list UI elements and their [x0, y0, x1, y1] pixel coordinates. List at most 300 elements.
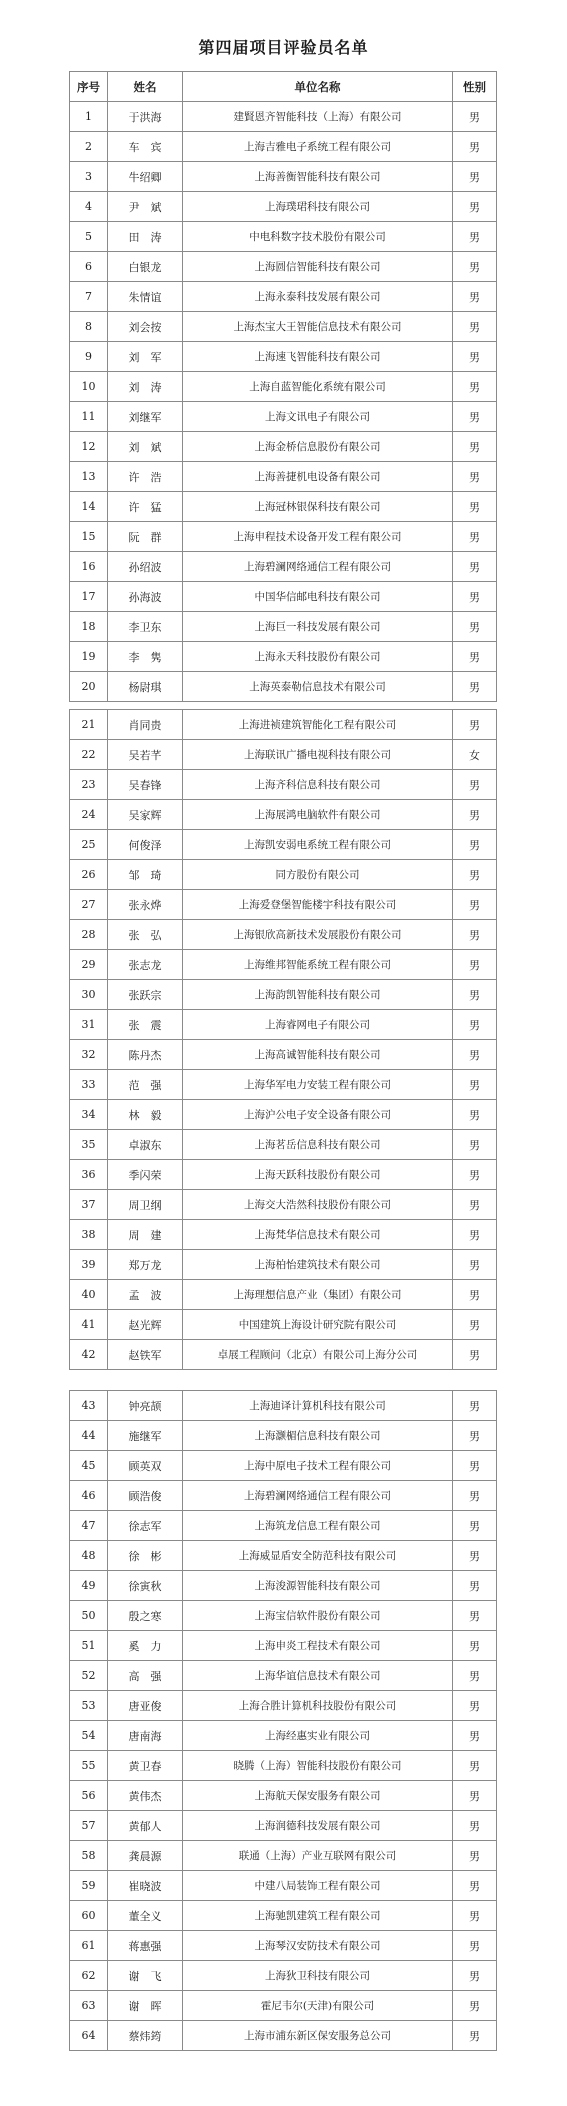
cell-no: 13 [70, 462, 108, 492]
cell-name: 周卫纲 [108, 1190, 183, 1220]
roster-table-3 [69, 1390, 497, 2051]
table-row [70, 642, 497, 672]
cell-no: 14 [70, 492, 108, 522]
cell-sex: 男 [453, 860, 497, 890]
cell-name: 殷之寒 [108, 1601, 183, 1631]
table-row [70, 770, 497, 800]
cell-name: 陈丹杰 [108, 1040, 183, 1070]
cell-name: 刘继军 [108, 402, 183, 432]
cell-no: 17 [70, 582, 108, 612]
table-row [70, 462, 497, 492]
cell-sex: 男 [453, 372, 497, 402]
cell-sex: 男 [453, 1391, 497, 1421]
cell-no: 22 [70, 740, 108, 770]
cell-org: 霍尼韦尔(天津)有限公司 [183, 1991, 453, 2021]
cell-no: 28 [70, 920, 108, 950]
cell-org: 上海狄卫科技有限公司 [183, 1961, 453, 1991]
cell-sex: 男 [453, 192, 497, 222]
cell-no: 2 [70, 132, 108, 162]
table-row [70, 890, 497, 920]
cell-org: 上海柏怡建筑技术有限公司 [183, 1250, 453, 1280]
cell-sex: 男 [453, 1871, 497, 1901]
cell-sex: 男 [453, 1961, 497, 1991]
table-row [70, 672, 497, 702]
cell-no: 57 [70, 1811, 108, 1841]
cell-name: 奚 力 [108, 1631, 183, 1661]
cell-no: 51 [70, 1631, 108, 1661]
cell-no: 48 [70, 1541, 108, 1571]
table-header-row [70, 72, 497, 102]
table-row [70, 950, 497, 980]
cell-sex: 男 [453, 1220, 497, 1250]
cell-no: 33 [70, 1070, 108, 1100]
cell-sex: 男 [453, 162, 497, 192]
roster-table-section-1 [69, 71, 496, 702]
cell-name: 郑万龙 [108, 1250, 183, 1280]
cell-sex: 男 [453, 920, 497, 950]
cell-org: 上海中原电子技术工程有限公司 [183, 1451, 453, 1481]
cell-no: 5 [70, 222, 108, 252]
cell-name: 田 涛 [108, 222, 183, 252]
cell-name: 车 宾 [108, 132, 183, 162]
cell-sex: 男 [453, 432, 497, 462]
cell-sex: 男 [453, 800, 497, 830]
cell-name: 顾浩俊 [108, 1481, 183, 1511]
table-row [70, 1040, 497, 1070]
table-row [70, 1601, 497, 1631]
cell-sex: 女 [453, 740, 497, 770]
cell-sex: 男 [453, 582, 497, 612]
cell-sex: 男 [453, 1901, 497, 1931]
table-row [70, 1871, 497, 1901]
cell-org: 晓腾（上海）智能科技股份有限公司 [183, 1751, 453, 1781]
cell-org: 上海善衡智能科技有限公司 [183, 162, 453, 192]
cell-sex: 男 [453, 612, 497, 642]
cell-sex: 男 [453, 462, 497, 492]
cell-sex: 男 [453, 1631, 497, 1661]
cell-no: 19 [70, 642, 108, 672]
cell-org: 上海睿网电子有限公司 [183, 1010, 453, 1040]
cell-name: 刘 斌 [108, 432, 183, 462]
cell-no: 7 [70, 282, 108, 312]
cell-sex: 男 [453, 980, 497, 1010]
cell-no: 12 [70, 432, 108, 462]
cell-name: 赵光辉 [108, 1310, 183, 1340]
cell-org: 上海驰凯建筑工程有限公司 [183, 1901, 453, 1931]
cell-name: 高 强 [108, 1661, 183, 1691]
cell-sex: 男 [453, 1571, 497, 1601]
cell-sex: 男 [453, 522, 497, 552]
cell-name: 黄郁人 [108, 1811, 183, 1841]
cell-name: 龚晨源 [108, 1841, 183, 1871]
cell-org: 上海巨一科技发展有限公司 [183, 612, 453, 642]
cell-name: 崔晓波 [108, 1871, 183, 1901]
table-row [70, 1100, 497, 1130]
cell-name: 于洪海 [108, 102, 183, 132]
cell-org: 中国华信邮电科技有限公司 [183, 582, 453, 612]
table-row [70, 102, 497, 132]
table-row [70, 252, 497, 282]
cell-org: 上海永天科技股份有限公司 [183, 642, 453, 672]
cell-org: 上海圆信智能科技有限公司 [183, 252, 453, 282]
cell-name: 张跃宗 [108, 980, 183, 1010]
cell-no: 6 [70, 252, 108, 282]
table-row [70, 132, 497, 162]
cell-sex: 男 [453, 102, 497, 132]
table-row [70, 1721, 497, 1751]
cell-sex: 男 [453, 1931, 497, 1961]
cell-no: 30 [70, 980, 108, 1010]
cell-org: 上海沪公电子安全设备有限公司 [183, 1100, 453, 1130]
header-no: 序号 [70, 72, 108, 102]
cell-no: 50 [70, 1601, 108, 1631]
cell-name: 李卫东 [108, 612, 183, 642]
table-row [70, 710, 497, 740]
header-sex: 性别 [453, 72, 497, 102]
table-row [70, 1250, 497, 1280]
cell-name: 吴若芊 [108, 740, 183, 770]
cell-sex: 男 [453, 1991, 497, 2021]
cell-name: 季闪荣 [108, 1160, 183, 1190]
cell-sex: 男 [453, 1190, 497, 1220]
cell-org: 上海市浦东新区保安服务总公司 [183, 2021, 453, 2051]
cell-name: 范 强 [108, 1070, 183, 1100]
cell-org: 上海文讯电子有限公司 [183, 402, 453, 432]
cell-org: 卓展工程顾问（北京）有限公司上海分公司 [183, 1340, 453, 1370]
cell-sex: 男 [453, 1841, 497, 1871]
cell-org: 上海宝信软件股份有限公司 [183, 1601, 453, 1631]
cell-name: 孙绍波 [108, 552, 183, 582]
cell-no: 60 [70, 1901, 108, 1931]
cell-name: 朱情谊 [108, 282, 183, 312]
table-row [70, 312, 497, 342]
cell-sex: 男 [453, 222, 497, 252]
cell-org: 上海英泰勒信息技术有限公司 [183, 672, 453, 702]
cell-sex: 男 [453, 1310, 497, 1340]
cell-org: 上海琴汉安防技术有限公司 [183, 1931, 453, 1961]
roster-table-2 [69, 709, 497, 1370]
cell-no: 42 [70, 1340, 108, 1370]
cell-org: 建賢恩齐智能科技（上海）有限公司 [183, 102, 453, 132]
cell-no: 32 [70, 1040, 108, 1070]
cell-sex: 男 [453, 402, 497, 432]
cell-sex: 男 [453, 1250, 497, 1280]
cell-name: 吴春锋 [108, 770, 183, 800]
cell-name: 徐志军 [108, 1511, 183, 1541]
cell-name: 张永烨 [108, 890, 183, 920]
cell-no: 9 [70, 342, 108, 372]
table-row [70, 920, 497, 950]
cell-no: 24 [70, 800, 108, 830]
cell-no: 31 [70, 1010, 108, 1040]
cell-sex: 男 [453, 672, 497, 702]
cell-name: 谢 晖 [108, 1991, 183, 2021]
roster-table-section-2 [69, 709, 496, 1370]
cell-name: 李 隽 [108, 642, 183, 672]
cell-sex: 男 [453, 552, 497, 582]
cell-sex: 男 [453, 1781, 497, 1811]
cell-org: 上海浚源智能科技有限公司 [183, 1571, 453, 1601]
cell-no: 21 [70, 710, 108, 740]
cell-org: 上海理想信息产业（集团）有限公司 [183, 1280, 453, 1310]
cell-sex: 男 [453, 1280, 497, 1310]
cell-no: 10 [70, 372, 108, 402]
cell-sex: 男 [453, 642, 497, 672]
cell-org: 上海银欣高新技术发展股份有限公司 [183, 920, 453, 950]
cell-sex: 男 [453, 1751, 497, 1781]
cell-name: 施继军 [108, 1421, 183, 1451]
cell-sex: 男 [453, 1040, 497, 1070]
cell-sex: 男 [453, 132, 497, 162]
table-row [70, 1010, 497, 1040]
table-row [70, 1901, 497, 1931]
cell-org: 上海维邦智能系统工程有限公司 [183, 950, 453, 980]
cell-org: 上海凯安弱电系统工程有限公司 [183, 830, 453, 860]
cell-name: 刘 涛 [108, 372, 183, 402]
cell-no: 26 [70, 860, 108, 890]
table-row [70, 612, 497, 642]
cell-org: 上海联讯广播电视科技有限公司 [183, 740, 453, 770]
table-row [70, 372, 497, 402]
cell-no: 27 [70, 890, 108, 920]
table-row [70, 1070, 497, 1100]
cell-sex: 男 [453, 282, 497, 312]
cell-no: 39 [70, 1250, 108, 1280]
cell-sex: 男 [453, 1691, 497, 1721]
table-row [70, 1751, 497, 1781]
cell-name: 唐南海 [108, 1721, 183, 1751]
cell-no: 59 [70, 1871, 108, 1901]
cell-sex: 男 [453, 770, 497, 800]
cell-org: 上海碧澜网络通信工程有限公司 [183, 1481, 453, 1511]
table-row [70, 830, 497, 860]
table-row [70, 740, 497, 770]
table-row [70, 1841, 497, 1871]
table-row [70, 860, 497, 890]
cell-no: 23 [70, 770, 108, 800]
cell-no: 34 [70, 1100, 108, 1130]
cell-name: 蔡炜筠 [108, 2021, 183, 2051]
cell-org: 上海高诚智能科技有限公司 [183, 1040, 453, 1070]
cell-name: 谢 飞 [108, 1961, 183, 1991]
cell-org: 上海威显盾安全防范科技有限公司 [183, 1541, 453, 1571]
cell-sex: 男 [453, 1811, 497, 1841]
table-row [70, 980, 497, 1010]
cell-no: 41 [70, 1310, 108, 1340]
table-row [70, 1661, 497, 1691]
cell-org: 上海经惠实业有限公司 [183, 1721, 453, 1751]
table-row [70, 582, 497, 612]
cell-name: 许 猛 [108, 492, 183, 522]
cell-name: 张 震 [108, 1010, 183, 1040]
cell-no: 45 [70, 1451, 108, 1481]
cell-name: 孙海波 [108, 582, 183, 612]
cell-org: 上海迪译计算机科技有限公司 [183, 1391, 453, 1421]
cell-no: 38 [70, 1220, 108, 1250]
cell-no: 56 [70, 1781, 108, 1811]
table-row [70, 1541, 497, 1571]
cell-org: 中建八局装饰工程有限公司 [183, 1871, 453, 1901]
table-row [70, 1220, 497, 1250]
cell-org: 同方股份有限公司 [183, 860, 453, 890]
table-row [70, 162, 497, 192]
table-row [70, 800, 497, 830]
cell-sex: 男 [453, 1661, 497, 1691]
table-row [70, 1160, 497, 1190]
cell-no: 46 [70, 1481, 108, 1511]
roster-table-section-3 [69, 1390, 496, 2051]
cell-no: 18 [70, 612, 108, 642]
cell-org: 上海合胜计算机科技股份有限公司 [183, 1691, 453, 1721]
cell-name: 吴家辉 [108, 800, 183, 830]
header-name: 姓名 [108, 72, 183, 102]
cell-org: 上海杰宝大王智能信息技术有限公司 [183, 312, 453, 342]
cell-name: 董全义 [108, 1901, 183, 1931]
cell-org: 上海展鸿电脑软件有限公司 [183, 800, 453, 830]
table-row [70, 1310, 497, 1340]
cell-sex: 男 [453, 2021, 497, 2051]
cell-name: 孟 波 [108, 1280, 183, 1310]
cell-no: 35 [70, 1130, 108, 1160]
cell-sex: 男 [453, 1160, 497, 1190]
cell-org: 上海冠林银保科技有限公司 [183, 492, 453, 522]
cell-sex: 男 [453, 1451, 497, 1481]
cell-org: 上海自蓝智能化系统有限公司 [183, 372, 453, 402]
cell-name: 许 浩 [108, 462, 183, 492]
cell-org: 上海进祯建筑智能化工程有限公司 [183, 710, 453, 740]
cell-org: 上海申程技术设备开发工程有限公司 [183, 522, 453, 552]
cell-org: 上海韵凯智能科技有限公司 [183, 980, 453, 1010]
cell-org: 上海吉雅电子系统工程有限公司 [183, 132, 453, 162]
cell-no: 36 [70, 1160, 108, 1190]
table-row [70, 282, 497, 312]
cell-no: 4 [70, 192, 108, 222]
cell-no: 64 [70, 2021, 108, 2051]
cell-sex: 男 [453, 1010, 497, 1040]
table-row [70, 432, 497, 462]
cell-no: 52 [70, 1661, 108, 1691]
cell-org: 上海速飞智能科技有限公司 [183, 342, 453, 372]
cell-org: 上海筑龙信息工程有限公司 [183, 1511, 453, 1541]
cell-name: 顾英双 [108, 1451, 183, 1481]
cell-org: 上海申炎工程技术有限公司 [183, 1631, 453, 1661]
cell-no: 49 [70, 1571, 108, 1601]
cell-no: 55 [70, 1751, 108, 1781]
cell-no: 61 [70, 1931, 108, 1961]
cell-name: 牛绍卿 [108, 162, 183, 192]
cell-no: 44 [70, 1421, 108, 1451]
table-row [70, 1421, 497, 1451]
table-row [70, 1451, 497, 1481]
cell-org: 上海金桥信息股份有限公司 [183, 432, 453, 462]
cell-sex: 男 [453, 252, 497, 282]
cell-org: 联通（上海）产业互联网有限公司 [183, 1841, 453, 1871]
table-row [70, 1631, 497, 1661]
cell-sex: 男 [453, 1421, 497, 1451]
table-row [70, 402, 497, 432]
cell-sex: 男 [453, 1340, 497, 1370]
cell-name: 卓淑东 [108, 1130, 183, 1160]
table-row [70, 1481, 497, 1511]
cell-name: 蒋惠强 [108, 1931, 183, 1961]
cell-no: 1 [70, 102, 108, 132]
cell-org: 上海华军电力安装工程有限公司 [183, 1070, 453, 1100]
cell-name: 唐亚俊 [108, 1691, 183, 1721]
cell-no: 16 [70, 552, 108, 582]
cell-no: 62 [70, 1961, 108, 1991]
cell-sex: 男 [453, 1481, 497, 1511]
cell-name: 黄卫春 [108, 1751, 183, 1781]
cell-org: 上海梵华信息技术有限公司 [183, 1220, 453, 1250]
cell-name: 徐寅秋 [108, 1571, 183, 1601]
cell-name: 周 建 [108, 1220, 183, 1250]
cell-name: 林 毅 [108, 1100, 183, 1130]
table-row [70, 1391, 497, 1421]
cell-no: 53 [70, 1691, 108, 1721]
cell-org: 上海善捷机电设备有限公司 [183, 462, 453, 492]
table-row [70, 1811, 497, 1841]
cell-name: 杨尉琪 [108, 672, 183, 702]
table-row [70, 1190, 497, 1220]
cell-sex: 男 [453, 1601, 497, 1631]
cell-sex: 男 [453, 1070, 497, 1100]
table-row [70, 1691, 497, 1721]
cell-sex: 男 [453, 1511, 497, 1541]
cell-name: 赵铁军 [108, 1340, 183, 1370]
table-row [70, 342, 497, 372]
table-row [70, 1130, 497, 1160]
table-row [70, 1961, 497, 1991]
page-title: 第四届项目评验员名单 [198, 38, 369, 57]
cell-name: 邹 琦 [108, 860, 183, 890]
cell-org: 上海碧澜网络通信工程有限公司 [183, 552, 453, 582]
cell-no: 54 [70, 1721, 108, 1751]
cell-sex: 男 [453, 342, 497, 372]
header-org: 单位名称 [183, 72, 453, 102]
cell-sex: 男 [453, 950, 497, 980]
cell-no: 37 [70, 1190, 108, 1220]
cell-name: 何俊泽 [108, 830, 183, 860]
cell-no: 63 [70, 1991, 108, 2021]
cell-name: 尹 斌 [108, 192, 183, 222]
table-row [70, 1511, 497, 1541]
cell-name: 黄伟杰 [108, 1781, 183, 1811]
cell-org: 上海永泰科技发展有限公司 [183, 282, 453, 312]
cell-sex: 男 [453, 492, 497, 522]
cell-no: 40 [70, 1280, 108, 1310]
table-row [70, 1340, 497, 1370]
table-row [70, 192, 497, 222]
cell-org: 上海天跃科技股份有限公司 [183, 1160, 453, 1190]
cell-sex: 男 [453, 1721, 497, 1751]
cell-name: 刘会按 [108, 312, 183, 342]
cell-no: 20 [70, 672, 108, 702]
cell-no: 15 [70, 522, 108, 552]
table-row [70, 1781, 497, 1811]
table-row [70, 552, 497, 582]
cell-no: 29 [70, 950, 108, 980]
cell-org: 上海灏楣信息科技有限公司 [183, 1421, 453, 1451]
cell-org: 中国建筑上海设计研究院有限公司 [183, 1310, 453, 1340]
table-row [70, 2021, 497, 2051]
cell-org: 上海润德科技发展有限公司 [183, 1811, 453, 1841]
cell-no: 58 [70, 1841, 108, 1871]
cell-no: 25 [70, 830, 108, 860]
table-row [70, 492, 497, 522]
cell-name: 钟亮颉 [108, 1391, 183, 1421]
cell-sex: 男 [453, 312, 497, 342]
cell-name: 白银龙 [108, 252, 183, 282]
